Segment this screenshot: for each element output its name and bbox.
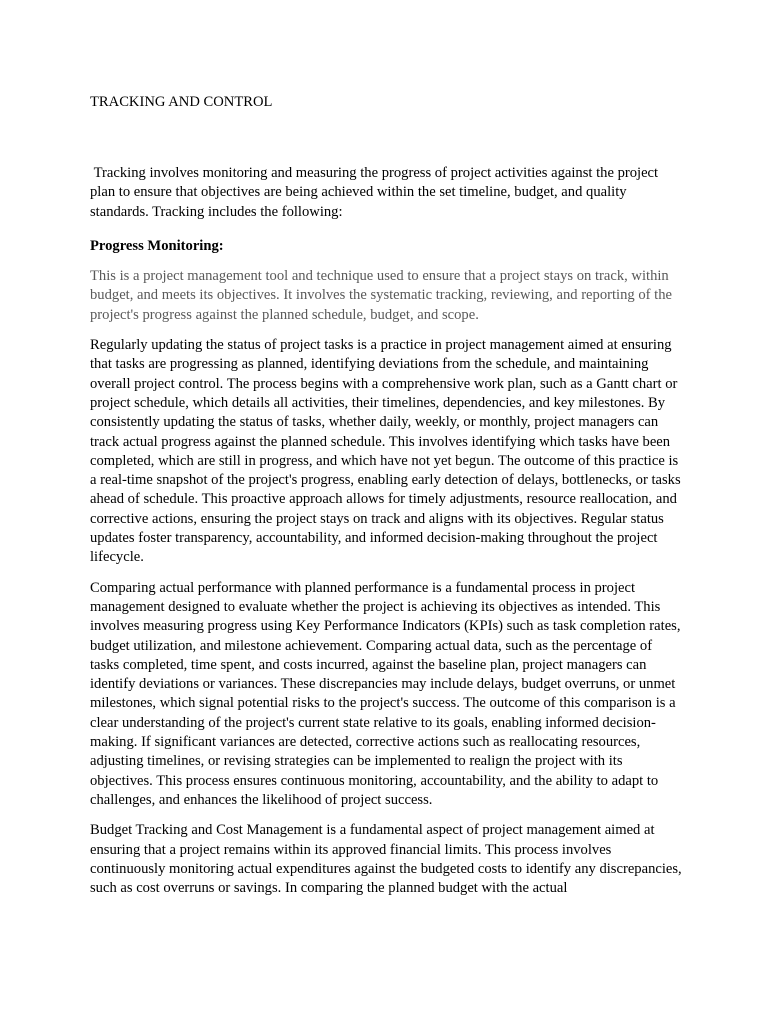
body-paragraph-status-updates: Regularly updating the status of project tasks is a practice in project management aimed at ensuring that tasks are progressing as planned, identifying deviations from the schedule, and maintaining overall project control. The process begins with a comprehensive work plan, such as a Gantt chart or project schedule, which details all activities, their timelines, dependencies, and key milestones. By consistently updating the status of tasks, whether daily, weekly, or monthly, project managers can track actual progress against the planned schedule. This involves identifying which tasks have been completed, which are still in progress, and which have not yet begun. The outcome of this practice is a real-time snapshot of the project's progress, enabling early detection of delays, bottlenecks, or tasks ahead of schedule. This proactive approach allows for timely adjustments, resource reallocation, and corrective actions, ensuring the project stays on track and aligns with its objectives. Regular status updates foster transparency, accountability, and informed decision-making throughout the project lifecycle. [90, 337, 681, 566]
body-paragraph-budget-tracking: Budget Tracking and Cost Management is a fundamental aspect of project management aimed at ensuring that a project remains within its approved financial limits. This process involves continuously monitoring actual expenditures against the budgeted costs to identify any discrepancies, such as cost overruns or savings. In comparing the planned budget with the actual [90, 822, 682, 897]
intro-paragraph: Tracking involves monitoring and measuring the progress of project activities against the project plan to ensure that objectives are being achieved within the set timeline, budget, and quality standards. Tracking includes the following: [90, 165, 662, 220]
document-body [90, 93, 682, 898]
body-paragraph-performance-comparison: Comparing actual performance with planned performance is a fundamental process in project management designed to evaluate whether the project is achieving its objectives as intended. This involves measuring progress using Key Performance Indicators (KPIs) such as task completion rates, budget utilization, and milestone achievement. Comparing actual data, such as the percentage of tasks completed, time spent, and costs incurred, against the baseline plan, project managers can identify deviations or variances. These discrepancies may include delays, budget overruns, or unmet milestones, which signal potential risks to the project's success. The outcome of this comparison is a clear understanding of the project's current state relative to its goals, enabling informed decision-making. If significant variances are detected, corrective actions such as reallocating resources, adjusting timelines, or revising strategies can be implemented to realign the project with its objectives. This process ensures continuous monitoring, accountability, and the ability to adapt to challenges, and enhances the likelihood of project success. [90, 579, 681, 808]
document-title: TRACKING AND CONTROL [90, 94, 273, 110]
section-heading: Progress Monitoring: [90, 237, 224, 254]
definition-paragraph: This is a project management tool and technique used to ensure that a project stays on track, within budget, and meets its objectives. It involves the systematic tracking, reviewing, and reporting of the project's progress against the planned schedule, budget, and scope. [90, 268, 672, 323]
